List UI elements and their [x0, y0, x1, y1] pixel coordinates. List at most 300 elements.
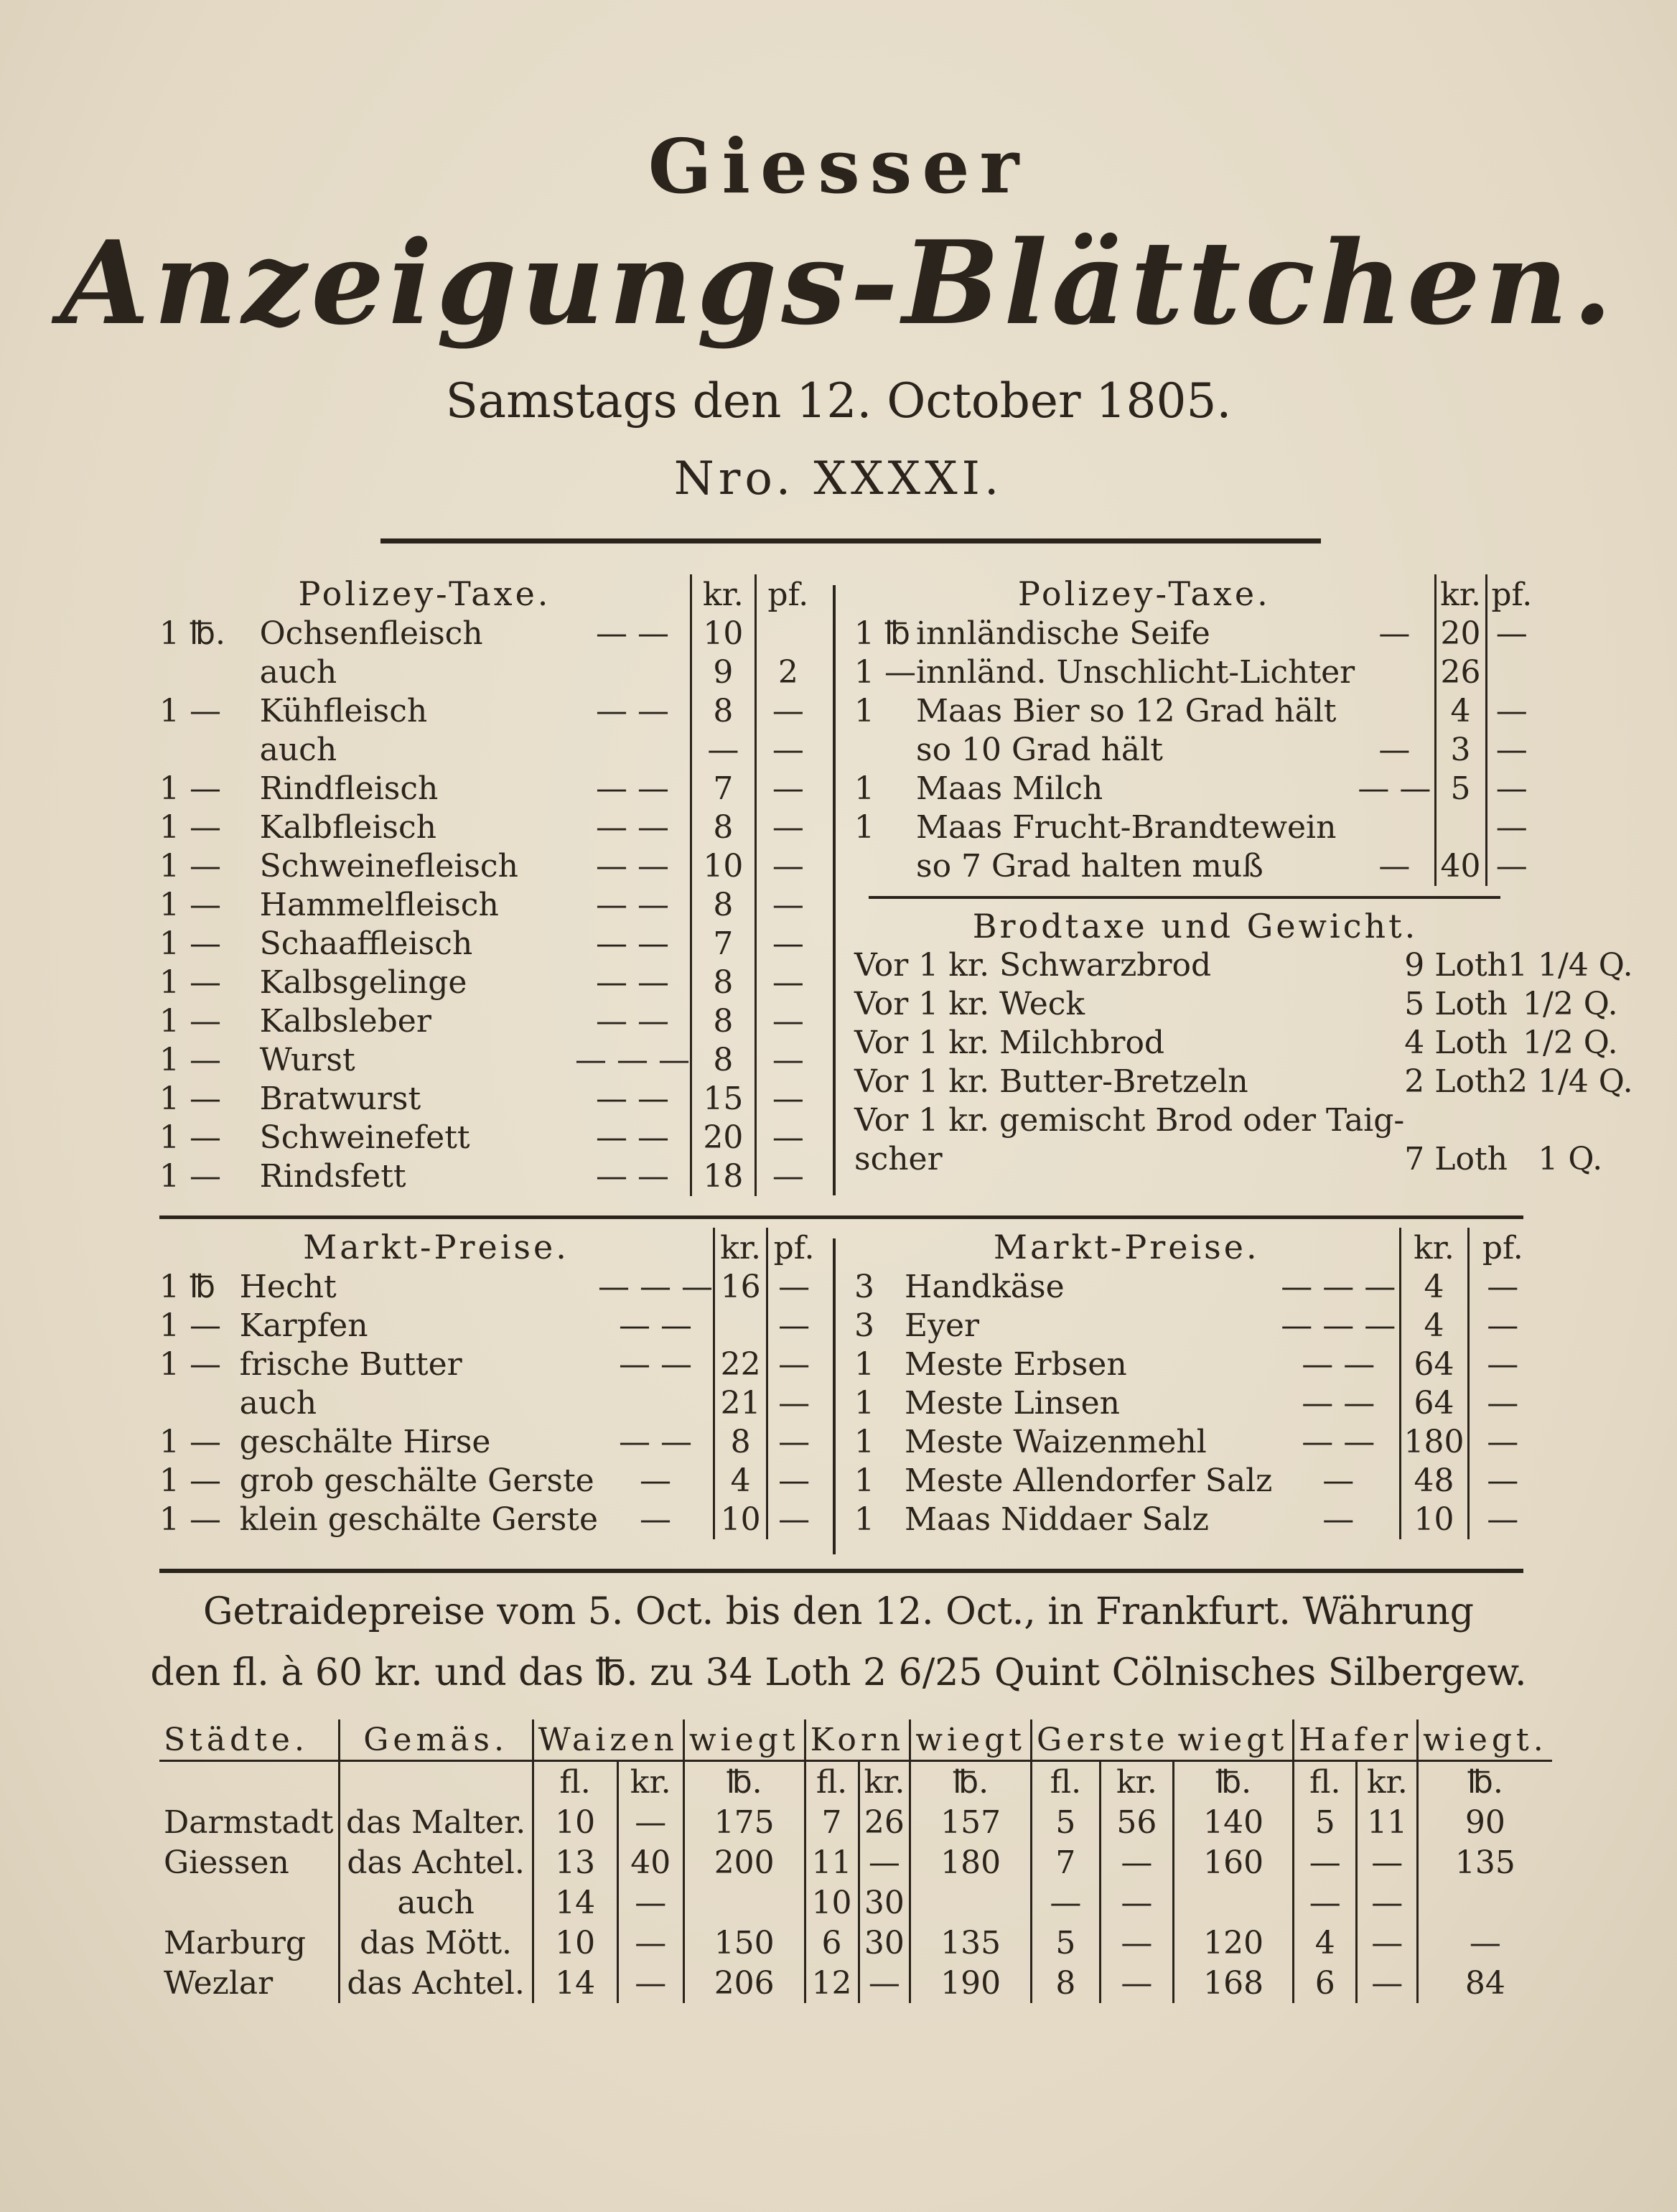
cell-k-fl: 10: [805, 1882, 859, 1923]
row-kr: 18: [691, 1157, 755, 1196]
column-divider: [833, 1238, 836, 1554]
row-quantity: 1 ℔: [854, 615, 910, 652]
row-quantity: 1 —: [159, 887, 221, 923]
cell-w-kr: 40: [617, 1842, 683, 1882]
row-item: Eyer: [905, 1307, 980, 1344]
row-pf: —: [1495, 615, 1528, 652]
table-row: [854, 808, 1536, 847]
row-pf: —: [1495, 693, 1528, 729]
table-row: [854, 731, 1536, 770]
row-pf: —: [772, 732, 804, 768]
row-dash: —: [640, 1501, 672, 1538]
row-dash: — —: [1302, 1385, 1375, 1422]
table-row: [159, 1002, 820, 1041]
sub-lb: ℔.: [1418, 1761, 1552, 1803]
row-item: Schweinefett: [259, 1119, 470, 1156]
row-quantity: 1: [854, 809, 874, 846]
row-loth: [1404, 1101, 1508, 1140]
row-dash: [575, 653, 691, 692]
brodtaxe-table: [854, 946, 1633, 1179]
cell-g-kr: —: [1100, 1923, 1173, 1963]
row-kr: 15: [691, 1080, 755, 1119]
row-quantity: 1 —: [159, 770, 221, 807]
cell-h-kr: —: [1357, 1882, 1418, 1923]
row-kr: 8: [691, 692, 755, 731]
cell-h-kr: —: [1357, 1963, 1418, 2003]
row-item: Handkäse: [905, 1269, 1065, 1305]
table-body: [854, 615, 1536, 886]
row-pf: —: [1487, 1385, 1519, 1422]
cell-h-fl: —: [1294, 1842, 1357, 1882]
row-dash: — —: [595, 1003, 669, 1040]
row-dash: — —: [595, 809, 669, 846]
row-item: Vor 1 kr. Schwarzbrod: [854, 947, 1212, 984]
table-row: [159, 1345, 820, 1384]
sub-fl: fl.: [1294, 1761, 1357, 1803]
table-row: [159, 770, 820, 808]
sub-fl: fl.: [805, 1761, 859, 1803]
row-quantity: [854, 847, 916, 886]
row-quantity: 1 —: [159, 1158, 221, 1195]
section-heading: Polizey-Taxe.: [1017, 574, 1271, 613]
polizey-left-table: [159, 574, 820, 1196]
table-row: [854, 1345, 1536, 1384]
cell-city: Wezlar: [164, 1964, 274, 2002]
row-pf: —: [1495, 848, 1528, 885]
row-quint: 1/2 Q.: [1523, 986, 1618, 1022]
row-kr: 7: [691, 925, 755, 963]
row-item: Maas Bier so 12 Grad hält: [915, 693, 1337, 729]
polizey-right-section: [854, 574, 1633, 1179]
cell-w-wt: [683, 1882, 805, 1923]
table-row: [159, 1384, 820, 1423]
row-item: so 10 Grad hält: [915, 732, 1163, 768]
row-kr: 8: [691, 808, 755, 847]
row-kr: 8: [714, 1423, 767, 1462]
section-divider: [159, 1215, 1523, 1219]
row-item: geschälte Hirse: [239, 1424, 491, 1460]
row-item: Meste Waizenmehl: [905, 1424, 1207, 1460]
cell-k-wt: 180: [910, 1842, 1032, 1882]
row-item: Hammelfleisch: [259, 887, 499, 923]
row-pf: —: [772, 809, 804, 846]
row-dash: —: [1378, 732, 1411, 768]
row-kr: 26: [1435, 653, 1486, 692]
table-row: [854, 847, 1536, 886]
table-row: [854, 985, 1633, 1024]
row-quantity: [159, 653, 260, 692]
row-item: Maas Frucht-Brandtewein: [915, 809, 1337, 846]
table-row: [854, 1101, 1633, 1140]
row-pf: —: [778, 1346, 811, 1383]
col-kr: kr.: [1435, 574, 1486, 615]
header-staedte: Städte.: [159, 1719, 339, 1761]
row-dash: —: [1322, 1501, 1355, 1538]
row-item: Kalbsgelinge: [259, 964, 467, 1001]
row-dash: — —: [595, 615, 669, 652]
sub-lb: ℔.: [910, 1761, 1032, 1803]
row-pf: —: [772, 693, 804, 729]
cell-h-wt: 90: [1418, 1802, 1552, 1842]
table-row: [159, 1882, 1552, 1923]
table-row: [159, 1501, 820, 1539]
col-kr: kr.: [691, 574, 755, 615]
row-dash: — —: [619, 1346, 693, 1383]
row-pf: —: [1495, 809, 1528, 846]
row-kr: 64: [1400, 1345, 1468, 1384]
row-quantity: [159, 731, 260, 770]
table-row: [159, 808, 820, 847]
row-pf: —: [772, 1158, 804, 1195]
row-kr: 8: [691, 963, 755, 1002]
row-quantity: 1: [854, 1424, 874, 1460]
row-quantity: 1 —: [159, 848, 221, 885]
row-pf: —: [1487, 1269, 1519, 1305]
cell-city: [159, 1882, 339, 1923]
row-kr: 4: [714, 1462, 767, 1501]
col-pf: pf.: [1491, 577, 1533, 613]
table-body: [854, 1268, 1536, 1539]
getraide-table: [159, 1719, 1552, 2003]
row-item: frische Butter: [239, 1346, 462, 1383]
row-quantity: 1: [854, 693, 874, 729]
issue-number: Nro. XXXXI.: [673, 452, 1004, 505]
row-item: innländische Seife: [915, 615, 1210, 652]
row-item: Vor 1 kr. Milchbrod: [854, 1025, 1165, 1061]
cell-g-kr: 56: [1100, 1802, 1173, 1842]
issue-date: Samstags den 12. October 1805.: [445, 373, 1232, 429]
cell-g-wt: [1174, 1882, 1294, 1923]
row-pf: —: [1487, 1307, 1519, 1344]
cell-k-fl: 12: [805, 1963, 859, 2003]
getraide-intro-line2: den fl. à 60 kr. und das ℔. zu 34 Loth 2 6/25 Quint Cölnisches Silbergew.: [150, 1651, 1527, 1694]
cell-w-fl: 10: [533, 1802, 617, 1842]
row-item: auch: [259, 732, 337, 768]
row-quantity: 1: [854, 1346, 874, 1383]
cell-w-kr: —: [617, 1802, 683, 1842]
row-item: Maas Niddaer Salz: [905, 1501, 1209, 1538]
row-pf: —: [772, 1081, 804, 1117]
row-dash: [1355, 692, 1435, 731]
table-row: [159, 653, 820, 692]
table-row: [854, 1268, 1536, 1307]
sub-fl: fl.: [533, 1761, 617, 1803]
row-kr: 4: [1435, 692, 1486, 731]
row-quantity: 1 —: [159, 925, 221, 962]
row-pf: —: [772, 1119, 804, 1156]
masthead-divider: [380, 538, 1321, 543]
row-dash: — —: [595, 848, 669, 885]
row-quint: [1508, 1101, 1633, 1140]
row-kr: 16: [714, 1268, 767, 1307]
row-pf: —: [772, 770, 804, 807]
row-quantity: 1: [854, 1462, 874, 1499]
row-dash: — —: [595, 1119, 669, 1156]
row-dash: — — —: [1281, 1269, 1396, 1305]
cell-k-fl: 6: [805, 1923, 859, 1963]
row-dash: — —: [595, 887, 669, 923]
cell-w-fl: 13: [533, 1842, 617, 1882]
markt-right-table: [854, 1228, 1536, 1539]
brodtaxe-heading: Brodtaxe und Gewicht.: [972, 907, 1419, 946]
table-row: [159, 1080, 820, 1119]
row-item: klein geschälte Gerste: [239, 1501, 599, 1538]
table-row: [854, 692, 1536, 731]
row-dash: —: [640, 1462, 672, 1499]
table-row: [159, 847, 820, 886]
sub-lb: ℔.: [683, 1761, 805, 1803]
table-row: [854, 1501, 1536, 1539]
table-row: [159, 731, 820, 770]
row-kr: 20: [691, 1119, 755, 1157]
row-quantity: 1 ℔: [159, 1269, 215, 1305]
cell-mass: das Achtel.: [339, 1963, 533, 2003]
row-quantity: [159, 1384, 240, 1423]
cell-k-wt: 190: [910, 1963, 1032, 2003]
header-wiegt: wiegt: [910, 1719, 1032, 1761]
cell-k-wt: 135: [910, 1923, 1032, 1963]
cell-g-kr: —: [1100, 1963, 1173, 2003]
table-row: [854, 1024, 1633, 1063]
row-quantity: 1 —: [854, 654, 916, 691]
row-dash: — —: [595, 964, 669, 1001]
cell-g-wt: 120: [1174, 1923, 1294, 1963]
table-row: [159, 1041, 820, 1080]
cell-k-kr: 30: [859, 1923, 910, 1963]
table-row: [854, 1384, 1536, 1423]
table-row: [854, 946, 1633, 985]
row-pf: —: [778, 1501, 811, 1538]
header-wiegt: wiegt: [683, 1719, 805, 1761]
sub-kr: kr.: [859, 1761, 910, 1803]
row-quantity: [854, 731, 916, 770]
row-kr: 8: [691, 886, 755, 925]
cell-mass: das Mött.: [339, 1923, 533, 1963]
row-item: scher: [854, 1141, 943, 1177]
row-kr: 20: [1435, 615, 1486, 653]
sub-fl: fl.: [1031, 1761, 1100, 1803]
sub-lb: ℔.: [1174, 1761, 1294, 1803]
table-body: [159, 1802, 1552, 2003]
row-kr: 7: [691, 770, 755, 808]
row-item: Wurst: [259, 1042, 355, 1078]
row-pf: —: [1487, 1501, 1519, 1538]
row-pf: —: [772, 1042, 804, 1078]
cell-g-wt: 168: [1174, 1963, 1294, 2003]
cell-h-wt: [1418, 1882, 1552, 1923]
cell-g-fl: 5: [1031, 1923, 1100, 1963]
cell-mass: das Achtel.: [339, 1842, 533, 1882]
section-heading: Markt-Preise.: [303, 1228, 569, 1266]
table-body: [854, 946, 1633, 1179]
col-kr: kr.: [1400, 1228, 1468, 1268]
cell-city: Marburg: [164, 1924, 307, 1961]
row-quantity: 1 —: [159, 1462, 221, 1499]
row-quantity: 1 —: [159, 1042, 221, 1078]
row-loth: 2 Loth: [1404, 1063, 1508, 1100]
row-item: auch: [259, 654, 337, 691]
row-quantity: 1 —: [159, 1346, 221, 1383]
polizey-left-section: [159, 574, 820, 1196]
brodtaxe-divider: [869, 896, 1500, 899]
sub-kr: kr.: [1357, 1761, 1418, 1803]
row-item: Meste Erbsen: [905, 1346, 1127, 1383]
row-item: auch: [239, 1385, 317, 1422]
masthead-title-line1: Giesser: [648, 122, 1029, 210]
row-item: Maas Milch: [915, 770, 1103, 807]
row-kr: 4: [1400, 1307, 1468, 1345]
row-item: Kalbsleber: [259, 1003, 431, 1040]
row-dash: [575, 731, 691, 770]
row-loth: 5 Loth: [1404, 986, 1508, 1022]
cell-g-wt: 160: [1174, 1842, 1294, 1882]
row-quantity: 1 —: [159, 809, 221, 846]
row-loth: 7 Loth: [1404, 1141, 1508, 1177]
row-kr: 10: [714, 1501, 767, 1539]
cell-w-wt: 206: [683, 1963, 805, 2003]
table-row: [159, 615, 820, 653]
markt-left-table: [159, 1228, 820, 1539]
row-dash: —: [1378, 615, 1411, 652]
cell-k-wt: [910, 1882, 1032, 1923]
row-dash: [598, 1384, 714, 1423]
row-item: Rindfleisch: [259, 770, 439, 807]
row-pf: —: [772, 848, 804, 885]
row-pf: —: [1487, 1424, 1519, 1460]
row-kr: 180: [1400, 1423, 1468, 1462]
cell-w-fl: 14: [533, 1963, 617, 2003]
cell-h-wt: 84: [1418, 1963, 1552, 2003]
row-kr: —: [691, 731, 755, 770]
header-wiegt: wiegt: [1174, 1719, 1294, 1761]
header-waizen: Waizen: [533, 1719, 683, 1761]
row-kr: 5: [1435, 770, 1486, 808]
row-item: Rindsfett: [259, 1158, 406, 1195]
table-row: [159, 886, 820, 925]
cell-h-fl: —: [1294, 1882, 1357, 1923]
header-korn: Korn: [805, 1719, 910, 1761]
table-row: [159, 1462, 820, 1501]
table-row: [854, 1423, 1536, 1462]
cell-g-fl: 5: [1031, 1802, 1100, 1842]
row-kr: 8: [691, 1002, 755, 1041]
table-row: [159, 692, 820, 731]
cell-w-kr: —: [617, 1923, 683, 1963]
cell-g-fl: 7: [1031, 1842, 1100, 1882]
row-quint: 1 Q.: [1538, 1141, 1603, 1177]
row-kr: 48: [1400, 1462, 1468, 1501]
row-dash: —: [1322, 1462, 1355, 1499]
row-pf: [1486, 653, 1536, 692]
row-kr: 10: [1400, 1501, 1468, 1539]
row-dash: — — —: [1281, 1307, 1396, 1344]
section-heading: Polizey-Taxe.: [298, 574, 551, 613]
row-pf: —: [1495, 770, 1528, 807]
row-pf: —: [772, 1003, 804, 1040]
row-item: Kühfleisch: [259, 693, 428, 729]
cell-h-wt: —: [1418, 1923, 1552, 1963]
table-row: [159, 1963, 1552, 2003]
row-pf: 2: [777, 654, 798, 691]
row-dash: — —: [595, 925, 669, 962]
col-pf: pf.: [773, 1230, 815, 1266]
masthead-title-line2: Anzeigungs-Blättchen.: [60, 215, 1617, 350]
table-row: [854, 1063, 1633, 1101]
row-item: Vor 1 kr. gemischt Brod oder Taig-: [854, 1102, 1405, 1139]
sub-kr: kr.: [617, 1761, 683, 1803]
row-pf: —: [778, 1385, 811, 1422]
cell-k-kr: —: [859, 1842, 910, 1882]
row-pf: —: [1487, 1462, 1519, 1499]
row-item: Schweinefleisch: [259, 848, 518, 885]
row-kr: 4: [1400, 1268, 1468, 1307]
row-pf: [755, 615, 820, 653]
table-row: [159, 1268, 820, 1307]
markt-right-section: [854, 1228, 1536, 1539]
table-row: [854, 615, 1536, 653]
column-divider: [833, 585, 836, 1195]
cell-w-wt: 175: [683, 1802, 805, 1842]
cell-w-fl: 10: [533, 1923, 617, 1963]
cell-k-kr: 26: [859, 1802, 910, 1842]
row-pf: —: [778, 1307, 811, 1344]
row-kr: 8: [691, 1041, 755, 1080]
col-pf: pf.: [1482, 1230, 1523, 1266]
row-item: Bratwurst: [259, 1081, 421, 1117]
cell-k-wt: 157: [910, 1802, 1032, 1842]
table-row: [159, 1423, 820, 1462]
row-item: Meste Linsen: [905, 1385, 1120, 1422]
cell-h-kr: 11: [1357, 1802, 1418, 1842]
col-kr: kr.: [714, 1228, 767, 1268]
row-dash: — —: [595, 693, 669, 729]
cell-k-kr: 30: [859, 1882, 910, 1923]
cell-h-fl: 6: [1294, 1963, 1357, 2003]
cell-k-kr: —: [859, 1963, 910, 2003]
row-item: Karpfen: [239, 1307, 368, 1344]
table-row: [159, 1842, 1552, 1882]
row-item: Hecht: [239, 1269, 337, 1305]
row-dash: — —: [619, 1307, 693, 1344]
section-divider: [159, 1569, 1523, 1573]
cell-g-kr: —: [1100, 1842, 1173, 1882]
row-pf: —: [778, 1462, 811, 1499]
row-dash: — — —: [598, 1269, 714, 1305]
table-row: [159, 1923, 1552, 1963]
row-item: Vor 1 kr. Weck: [854, 986, 1085, 1022]
row-dash: — —: [619, 1424, 693, 1460]
table-row: [854, 1462, 1536, 1501]
table-body: [159, 615, 820, 1196]
row-dash: — —: [1358, 770, 1431, 807]
row-dash: — —: [1302, 1424, 1375, 1460]
row-pf: —: [772, 925, 804, 962]
row-quantity: 1 —: [159, 1081, 221, 1117]
header-gemaes: Gemäs.: [339, 1719, 533, 1761]
cell-w-kr: —: [617, 1963, 683, 2003]
row-item: Kalbfleisch: [259, 809, 436, 846]
row-pf: —: [1487, 1346, 1519, 1383]
table-row: [854, 1307, 1536, 1345]
row-quint: 1 1/4 Q.: [1508, 947, 1633, 984]
row-pf: —: [772, 887, 804, 923]
header-wiegt: wiegt.: [1418, 1719, 1552, 1761]
sub-kr: kr.: [1100, 1761, 1173, 1803]
row-item: Schaaffleisch: [259, 925, 473, 962]
row-kr: [714, 1307, 767, 1345]
table-row: [159, 1307, 820, 1345]
polizey-right-table: [854, 574, 1536, 886]
